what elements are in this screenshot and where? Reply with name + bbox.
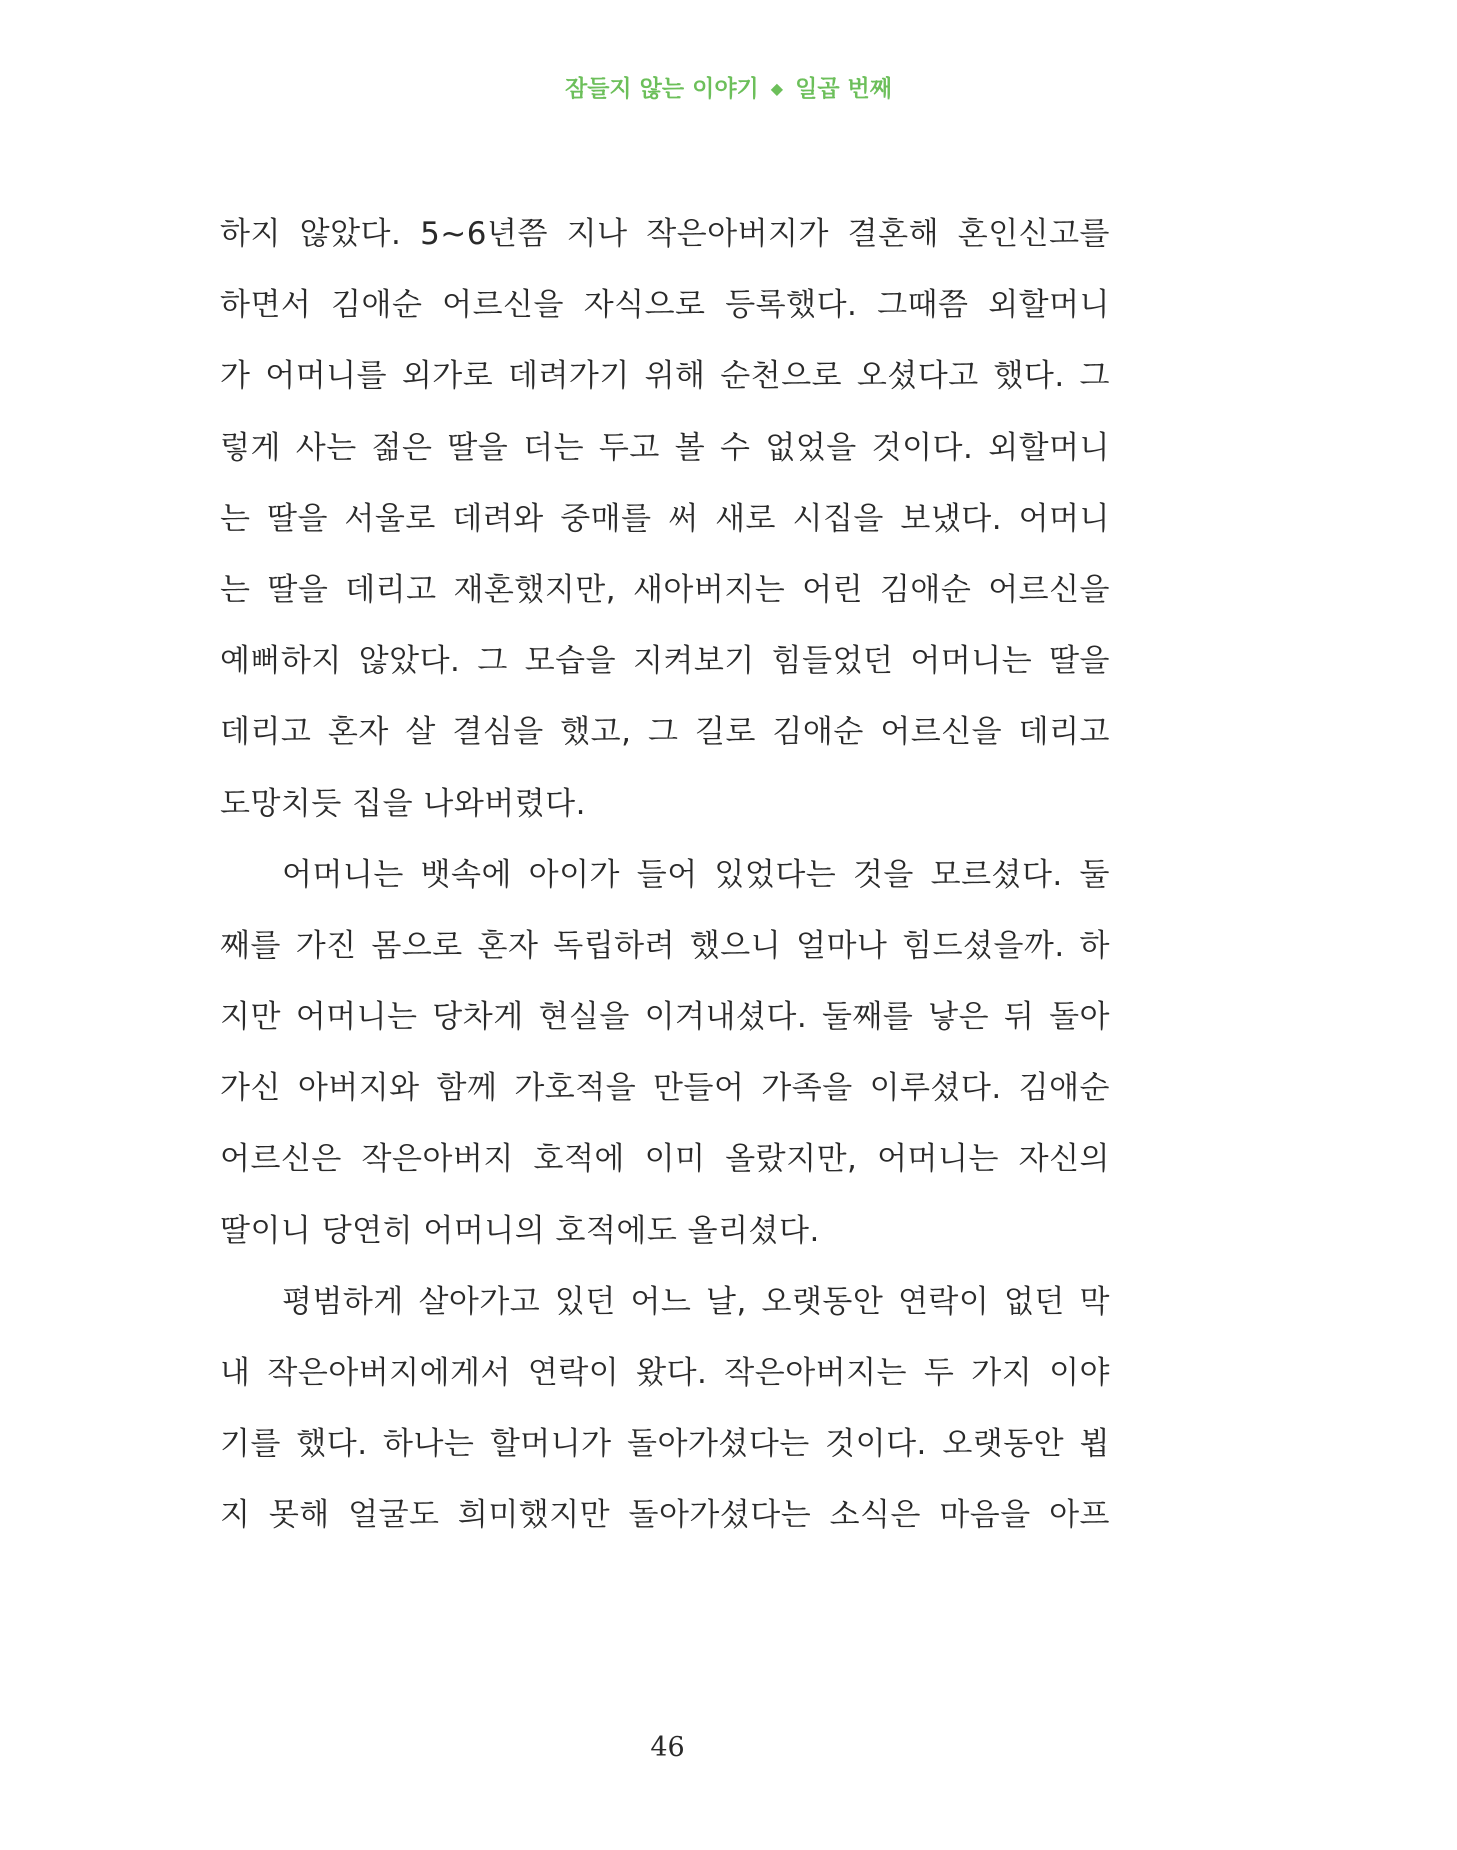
paragraph-1 — [220, 199, 1110, 840]
text-line: 어르신은 작은아버지 호적에 이미 올랐지만, 어머니는 자신의 — [220, 1141, 1110, 1178]
book-title: 잠들지 않는 이야기 — [565, 75, 759, 102]
text-line: 렇게 사는 젊은 딸을 더는 두고 볼 수 없었을 것이다. 외할머니 — [220, 429, 1110, 466]
text-line: 는 딸을 서울로 데려와 중매를 써 새로 시집을 보냈다. 어머니 — [220, 500, 1110, 537]
text-line: 째를 가진 몸으로 혼자 독립하려 했으니 얼마나 힘드셨을까. 하 — [220, 927, 1110, 964]
text-line: 하면서 김애순 어르신을 자식으로 등록했다. 그때쯤 외할머니 — [220, 287, 1110, 324]
text-line: 지 못해 얼굴도 희미했지만 돌아가셨다는 소식은 마음을 아프 — [220, 1497, 1110, 1534]
running-header — [0, 70, 1457, 103]
page-number: 46 — [650, 1732, 685, 1763]
text-line: 예뻐하지 않았다. 그 모습을 지켜보기 힘들었던 어머니는 딸을 — [220, 643, 1110, 680]
diamond-separator-icon: ◆ — [770, 79, 784, 98]
text-line: 도망치듯 집을 나와버렸다. — [220, 785, 586, 822]
volume-label: 일곱 번째 — [795, 75, 892, 102]
text-line: 데리고 혼자 살 결심을 했고, 그 길로 김애순 어르신을 데리고 — [220, 714, 1110, 751]
body-text — [220, 199, 1110, 1552]
text-line: 지만 어머니는 당차게 현실을 이겨내셨다. 둘째를 낳은 뒤 돌아 — [220, 999, 1110, 1036]
text-line: 하지 않았다. 5~6년쯤 지나 작은아버지가 결혼해 혼인신고를 — [220, 216, 1110, 252]
text-line: 딸이니 당연히 어머니의 호적에도 올리셨다. — [220, 1212, 820, 1249]
paragraph-2 — [220, 840, 1110, 1267]
text-line: 는 딸을 데리고 재혼했지만, 새아버지는 어린 김애순 어르신을 — [220, 571, 1110, 608]
text-line: 평범하게 살아가고 있던 어느 날, 오랫동안 연락이 없던 막 — [282, 1283, 1110, 1320]
text-line: 가 어머니를 외가로 데려가기 위해 순천으로 오셨다고 했다. 그 — [220, 358, 1110, 395]
text-line: 내 작은아버지에게서 연락이 왔다. 작은아버지는 두 가지 이야 — [220, 1355, 1110, 1391]
text-line: 가신 아버지와 함께 가호적을 만들어 가족을 이루셨다. 김애순 — [220, 1070, 1110, 1107]
paragraph-3 — [220, 1267, 1110, 1552]
text-line: 기를 했다. 하나는 할머니가 돌아가셨다는 것이다. 오랫동안 뵙 — [220, 1426, 1110, 1463]
text-line: 어머니는 뱃속에 아이가 들어 있었다는 것을 모르셨다. 둘 — [282, 856, 1110, 893]
